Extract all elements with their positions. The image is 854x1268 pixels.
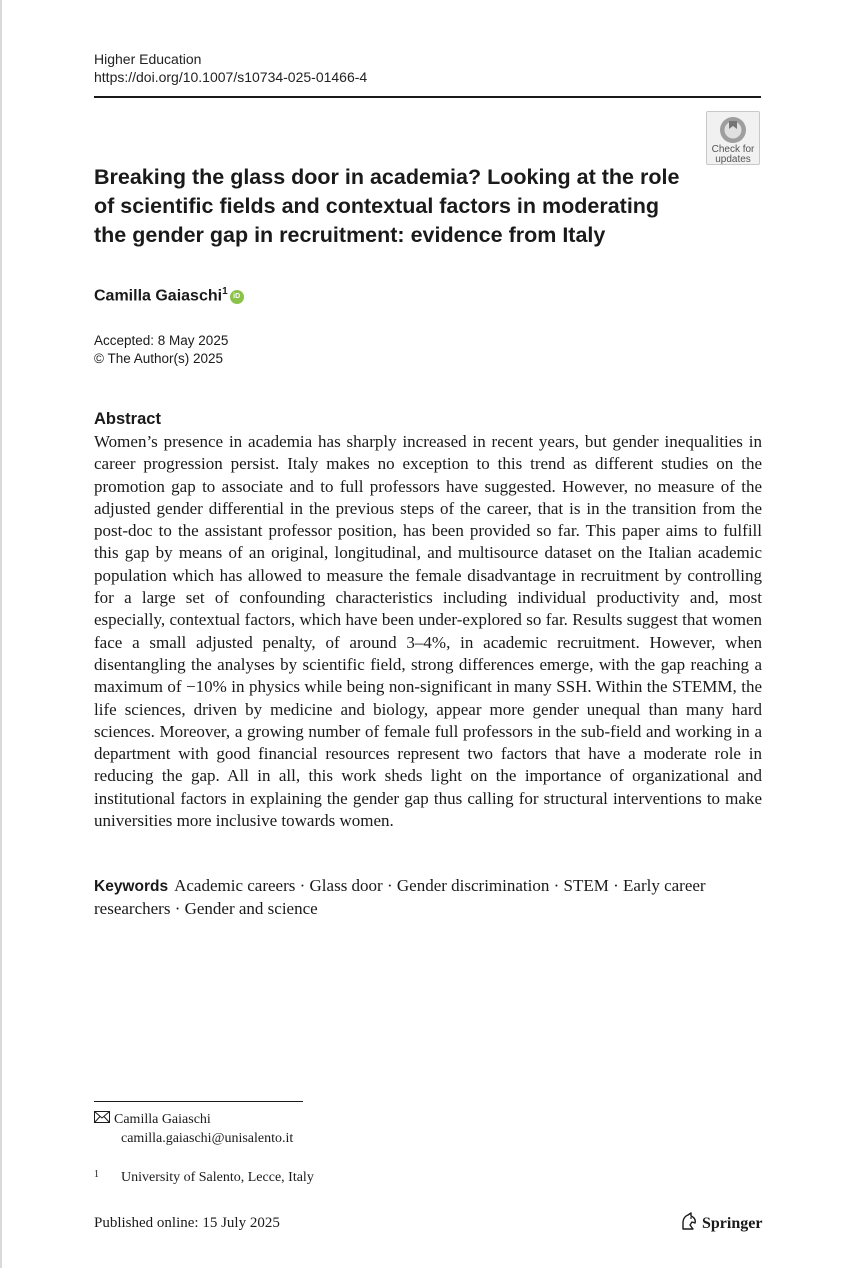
- doi-link[interactable]: https://doi.org/10.1007/s10734-025-01466-4: [94, 69, 368, 85]
- author-affil-mark: 1: [222, 286, 228, 297]
- accepted-date: Accepted: 8 May 2025: [94, 333, 229, 348]
- badge-line1: Check for: [711, 144, 755, 155]
- publisher-name: Springer: [702, 1215, 763, 1232]
- paper-title: Breaking the glass door in academia? Looking at the role of scientific fields and contextual factors in moderating the gender gap in recruitment: evidence from Italy: [94, 165, 680, 247]
- journal-name: Higher Education: [94, 51, 202, 67]
- orcid-icon[interactable]: iD: [230, 290, 244, 304]
- footnote-rule: [94, 1101, 303, 1102]
- keywords-line: [94, 875, 762, 921]
- author-line: [94, 281, 244, 307]
- abstract-text: Women’s presence in academia has sharply increased in recent years, but gender inequalities in career progression persist. Italy makes no exception to this trend as different studies on the promotion gap to associate and to full professors have suggested. However, no measure of the adjusted gender differential in the previous steps of the career, that is in the transition from the post-doc to the assistant professor position, has been provided so far. This paper aims to fulfill this gap by means of an original, longitudinal, and multisource dataset on the Italian academic population which has allowed to measure the female disadvantage in recruitment by controlling for a large set of confounding characteristics including individual productivity and, most especially, contextual factors, which have been under-explored so far. Results suggest that women face a small adjusted penalty, of around 3–4%, in academic recruitment. However, when disentangling the analyses by scientific field, strong differences emerge, with the gap reaching a maximum of −10% in physics while being non-significant in many SSH. Within the STEMM, the life sciences, driven by medicine and biology, appear more gender unequal than many hard sciences. Moreover, a growing number of female full professors in the sub-field and working in a department with good financial resources represent two factors that have a moderate role in reducing the gap. All in all, this work sheds light on the importance of organizational and institutional factors in explaining the gender gap thus calling for structural interventions to make universities more inclusive towards women.: [94, 432, 762, 831]
- header-rule: [94, 96, 761, 98]
- dates-block: [94, 332, 228, 368]
- check-for-updates-badge[interactable]: [706, 111, 760, 165]
- page-edge: [0, 0, 2, 1268]
- affiliation-number: 1: [94, 1169, 99, 1180]
- keywords-label: Keywords: [94, 878, 169, 895]
- check-for-updates-icon: [718, 115, 748, 145]
- contact-name: Camilla Gaiaschi: [114, 1112, 211, 1127]
- publisher-logo: [679, 1211, 762, 1235]
- author-name: Camilla Gaiaschi: [94, 287, 223, 305]
- published-online: Published online: 15 July 2025: [94, 1215, 280, 1231]
- contact-email[interactable]: camilla.gaiaschi@unisalento.it: [121, 1131, 294, 1147]
- keywords-list: Academic careers · Glass door · Gender discrimination · STEM · Early career researchers · Gender and science: [94, 876, 706, 919]
- badge-line2: updates: [715, 154, 751, 165]
- envelope-icon: [94, 1110, 114, 1129]
- springer-horse-icon: [679, 1211, 699, 1231]
- abstract-heading: Abstract: [94, 410, 161, 428]
- contact-footnote: [94, 1110, 293, 1148]
- affiliation-text: University of Salento, Lecce, Italy: [121, 1170, 314, 1185]
- affiliation-footnote: [94, 1165, 314, 1187]
- copyright: © The Author(s) 2025: [94, 351, 224, 366]
- journal-header: [94, 50, 367, 86]
